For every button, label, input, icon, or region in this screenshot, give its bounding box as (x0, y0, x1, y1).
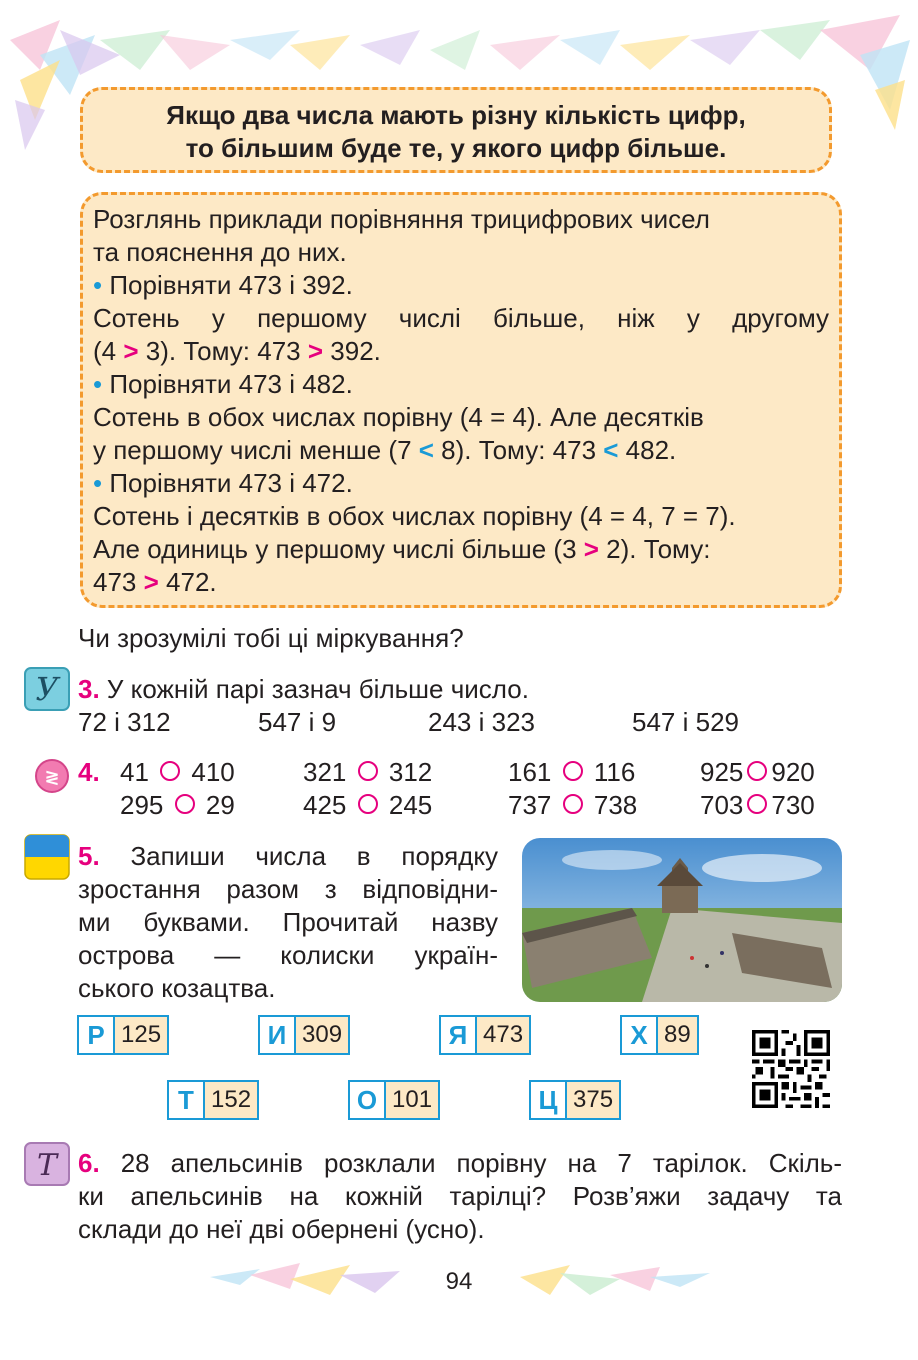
example-3-title-text: Порівняти 473 і 472. (102, 468, 353, 498)
qr-code-icon[interactable] (752, 1030, 830, 1108)
card-number: 89 (658, 1017, 697, 1053)
bullet-icon: • (93, 270, 103, 300)
card-letter: И (260, 1017, 296, 1053)
example-2-line-1: Сотень в обох числах порівну (4 = 4). Але десятків (93, 402, 704, 432)
example-1-line-1: Сотень у першому числі більше, ніж у другому (93, 303, 829, 333)
example-2-title (93, 368, 829, 401)
example-3-line-1: Сотень і десятків в обох числах порівну (4 = 4, 7 = 7). (93, 501, 736, 531)
oral-task-icon (24, 667, 70, 711)
task-5-line-5: ського козацтва. (78, 973, 276, 1003)
left-number: 295 (120, 790, 164, 820)
greater-sign: > (583, 534, 599, 564)
bullet-icon: • (93, 468, 103, 498)
rule-line-2: то більшим буде те, у якого цифр більше. (185, 133, 727, 163)
compare-circle[interactable] (175, 794, 195, 814)
examples-intro-1: Розглянь приклади порівняння трицифрових чисел (93, 204, 710, 234)
card-number: 101 (386, 1082, 438, 1118)
example-2-line-2 (93, 434, 829, 467)
letter-card (258, 1015, 350, 1055)
compare-circle[interactable] (358, 761, 378, 781)
left-number: 737 (508, 790, 552, 820)
task-3-text: У кожній парі зазнач більше число. (99, 674, 529, 704)
task-5-line-4: острова — колиски україн- (78, 940, 498, 970)
compare-item[interactable] (508, 789, 637, 822)
task-6-number: 6. (78, 1148, 100, 1178)
compare-circle[interactable] (747, 761, 767, 781)
right-number: 312 (388, 757, 433, 787)
task-5-line-3: ми буквами. Прочитай назву (78, 907, 498, 937)
task-5-line-1 (78, 840, 498, 873)
example-1-line-2 (93, 335, 829, 368)
comparison-icon (34, 758, 70, 794)
left-number: 425 (303, 790, 347, 820)
example-1-title (93, 269, 829, 302)
left-number: 161 (508, 757, 552, 787)
compare-item[interactable] (700, 789, 815, 822)
card-letter: Я (441, 1017, 477, 1053)
task-5-text (78, 840, 498, 1005)
compare-circle[interactable] (160, 761, 180, 781)
example-2-title-text: Порівняти 473 і 482. (102, 369, 353, 399)
letter-card (348, 1080, 440, 1120)
compare-circle[interactable] (563, 761, 583, 781)
svg-text:Т: Т (36, 1148, 58, 1183)
compare-item[interactable] (120, 789, 235, 822)
text-part: 3). Тому: 473 (138, 336, 308, 366)
card-number: 152 (205, 1082, 257, 1118)
text-part: 8). Тому: 473 (433, 435, 604, 465)
letter-card (167, 1080, 259, 1120)
card-letter: Х (622, 1017, 658, 1053)
right-number: 920 (771, 757, 815, 787)
task-6-text (78, 1147, 842, 1246)
greater-sign: > (123, 336, 139, 366)
ukraine-flag-icon (24, 834, 70, 880)
less-sign: < (603, 435, 619, 465)
letter-card (620, 1015, 699, 1055)
card-number: 309 (296, 1017, 348, 1053)
task-5-line-2: зростання разом з відповідни- (78, 874, 498, 904)
left-number: 925 (700, 757, 744, 787)
task-3-number: 3. (78, 674, 100, 704)
svg-text:У: У (35, 670, 59, 708)
letter-card (439, 1015, 531, 1055)
bullet-icon: • (93, 369, 103, 399)
card-number: 125 (115, 1017, 167, 1053)
page-number: 94 (445, 1268, 473, 1295)
example-3-line-3 (93, 566, 829, 599)
left-number: 321 (303, 757, 347, 787)
left-number: 703 (700, 790, 744, 820)
text-part: Але одиниць у першому числі більше (3 (93, 534, 584, 564)
right-number: 730 (771, 790, 815, 820)
problem-task-icon (24, 1142, 70, 1186)
compare-item[interactable] (303, 756, 432, 789)
task-6-line-1-text: 28 апельсинів розклали порівну на 7 тарілок. Скіль- (99, 1148, 842, 1178)
task-6-line-3: склади до неї дві обернені (усно). (78, 1214, 485, 1244)
card-number: 375 (567, 1082, 619, 1118)
compare-item[interactable] (303, 789, 432, 822)
fortress-image (522, 838, 842, 1002)
question-text: Чи зрозумілі тобі ці міркування? (78, 623, 464, 653)
right-number: 738 (593, 790, 638, 820)
rule-box (80, 87, 832, 173)
left-number: 41 (120, 757, 149, 787)
text-part: 392. (323, 336, 381, 366)
examples-box (80, 192, 842, 608)
task-3-pair: 72 і 312 (78, 707, 171, 737)
card-letter: О (350, 1082, 386, 1118)
task-4-number (78, 756, 100, 789)
right-number: 245 (388, 790, 433, 820)
task-5-number: 5. (78, 841, 100, 871)
letter-card (77, 1015, 169, 1055)
compare-item[interactable] (700, 756, 815, 789)
card-number: 473 (477, 1017, 529, 1053)
letter-card (529, 1080, 621, 1120)
less-sign: < (418, 435, 434, 465)
example-3-title (93, 467, 829, 500)
examples-intro-2: та пояснення до них. (93, 237, 347, 267)
example-3-line-2 (93, 533, 829, 566)
task-4-number-text: 4. (78, 757, 100, 787)
compare-circle[interactable] (358, 794, 378, 814)
task-3-title (78, 673, 529, 706)
task-5-line-1-text: Запиши числа в порядку (99, 841, 498, 871)
compare-circle[interactable] (747, 794, 767, 814)
khortytsia-photo (522, 838, 842, 1002)
card-letter: Р (79, 1017, 115, 1053)
compare-item[interactable] (120, 756, 235, 789)
text-part: у першому числі менше (7 (93, 435, 419, 465)
task-3-pair: 547 і 9 (258, 707, 337, 737)
text-part: 473 (93, 567, 144, 597)
rule-line-1: Якщо два числа мають різну кількість цифр, (166, 100, 746, 130)
text-part: 2). Тому: (598, 534, 711, 564)
text-part: 482. (618, 435, 677, 465)
right-number: 29 (205, 790, 235, 820)
card-letter: Ц (531, 1082, 567, 1118)
svg-text:≷: ≷ (44, 767, 60, 788)
compare-circle[interactable] (563, 794, 583, 814)
text-part: 472. (158, 567, 217, 597)
task-3-pair: 243 і 323 (428, 707, 535, 737)
task-6-line-2: ки апельсинів на кожній тарілці? Розв’яжи задачу та (78, 1181, 842, 1211)
greater-sign: > (143, 567, 159, 597)
greater-sign: > (307, 336, 324, 366)
right-number: 116 (593, 757, 636, 787)
example-1-title-text: Порівняти 473 і 392. (102, 270, 353, 300)
task-6-line-1 (78, 1147, 842, 1180)
task-3-pair: 547 і 529 (632, 707, 739, 737)
text-part: (4 (93, 336, 124, 366)
card-letter: Т (169, 1082, 205, 1118)
right-number: 410 (191, 757, 235, 787)
compare-item[interactable] (508, 756, 635, 789)
